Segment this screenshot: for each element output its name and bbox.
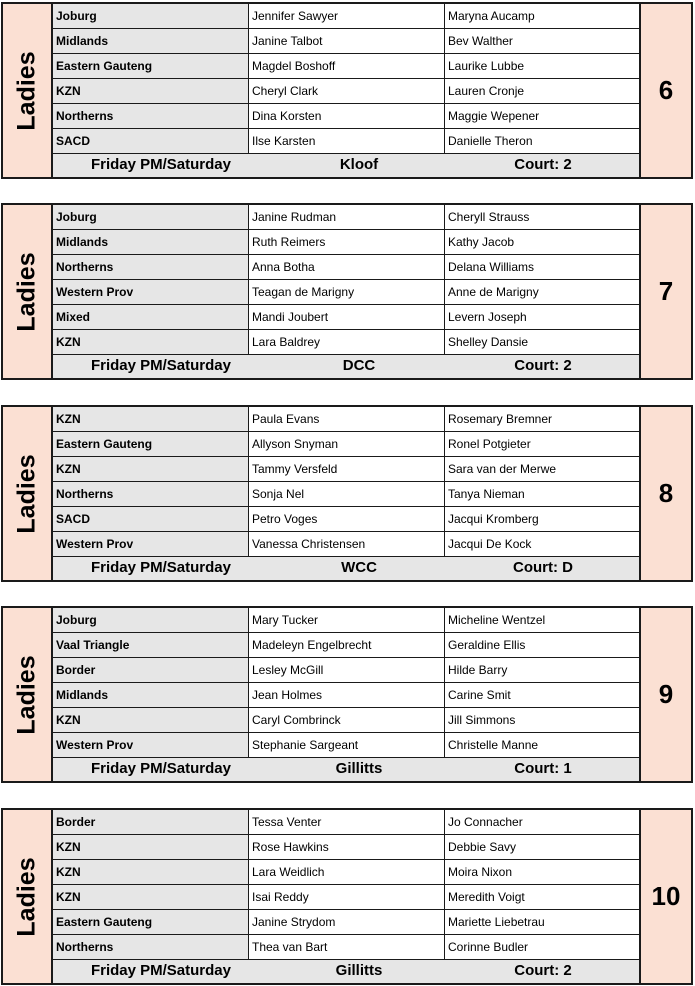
section-footer [53, 960, 641, 983]
venue-label: WCC [341, 559, 377, 576]
side-label-text: Ladies [12, 654, 41, 735]
player-one-cell: Sonja Nel [249, 482, 445, 506]
court-label: Court: 2 [514, 357, 572, 374]
section-side-label [3, 407, 53, 580]
player-one-cell: Dina Korsten [249, 104, 445, 128]
table-row [53, 457, 641, 482]
section-footer [53, 355, 641, 378]
province-cell: Eastern Gauteng [53, 910, 249, 934]
section-number: 10 [639, 810, 691, 983]
province-cell: KZN [53, 79, 249, 103]
province-cell: Western Prov [53, 280, 249, 304]
section-number: 7 [639, 205, 691, 378]
venue-label: Gillitts [335, 962, 383, 979]
section-footer [53, 557, 641, 580]
province-cell: KZN [53, 708, 249, 732]
province-cell: Midlands [53, 683, 249, 707]
player-one-cell: Thea van Bart [249, 935, 445, 959]
court-label: Court: 2 [514, 962, 572, 979]
player-two-cell: Moira Nixon [448, 865, 513, 879]
time-label: Friday PM/Saturday [90, 357, 231, 374]
section-table [53, 407, 641, 580]
section-table [53, 4, 641, 177]
table-row [53, 4, 641, 29]
province-cell: KZN [53, 457, 249, 481]
player-one-cell: Lara Weidlich [249, 860, 445, 884]
player-one-cell: Caryl Combrinck [249, 708, 445, 732]
player-two-cell: Maryna Aucamp [448, 9, 535, 23]
province-cell: Western Prov [53, 733, 249, 757]
section-side-label [3, 608, 53, 781]
player-two-cell: Maggie Wepener [448, 109, 540, 123]
province-cell: Eastern Gauteng [53, 54, 249, 78]
player-two-cell: Mariette Liebetrau [448, 915, 545, 929]
table-row [53, 432, 641, 457]
player-one-cell: Teagan de Marigny [249, 280, 445, 304]
venue-label: Kloof [339, 156, 379, 173]
province-cell: Vaal Triangle [53, 633, 249, 657]
section-number: 9 [639, 608, 691, 781]
province-cell: KZN [53, 860, 249, 884]
court-label: Court: 1 [514, 760, 572, 777]
player-two-cell: Lauren Cronje [448, 84, 525, 98]
table-row [53, 104, 641, 129]
section-block [1, 808, 693, 985]
court-label: Court: D [513, 559, 573, 576]
player-one-cell: Janine Rudman [249, 205, 445, 229]
player-two-cell: Sara van der Merwe [448, 462, 557, 476]
player-two-cell: Ronel Potgieter [448, 437, 531, 451]
table-row [53, 255, 641, 280]
player-two-cell: Cheryll Strauss [448, 210, 530, 224]
player-one-cell: Vanessa Christensen [249, 532, 445, 556]
player-two-cell: Jo Connacher [448, 815, 523, 829]
section-block [1, 606, 693, 783]
section-side-label [3, 205, 53, 378]
table-row [53, 54, 641, 79]
player-one-cell: Ruth Reimers [249, 230, 445, 254]
province-cell: SACD [53, 129, 249, 153]
province-cell: Northerns [53, 255, 249, 279]
player-one-cell: Stephanie Sargeant [249, 733, 445, 757]
player-two-cell: Tanya Nieman [448, 487, 525, 501]
player-one-cell: Isai Reddy [249, 885, 445, 909]
section-number: 8 [639, 407, 691, 580]
player-one-cell: Jennifer Sawyer [249, 4, 445, 28]
player-one-cell: Mandi Joubert [249, 305, 445, 329]
table-row [53, 683, 641, 708]
player-two-cell: Shelley Dansie [448, 335, 529, 349]
player-two-cell: Danielle Theron [448, 134, 533, 148]
province-cell: Northerns [53, 935, 249, 959]
section-table [53, 810, 641, 983]
table-row [53, 330, 641, 355]
player-two-cell: Laurike Lubbe [448, 59, 525, 73]
section-footer [53, 154, 641, 177]
player-two-cell: Carine Smit [448, 688, 511, 702]
table-row [53, 835, 641, 860]
table-row [53, 633, 641, 658]
table-row [53, 532, 641, 557]
venue-label: DCC [342, 357, 376, 374]
player-two-cell: Micheline Wentzel [448, 613, 546, 627]
province-cell: Joburg [53, 205, 249, 229]
province-cell: KZN [53, 835, 249, 859]
section-number: 6 [639, 4, 691, 177]
player-two-cell: Jacqui Kromberg [448, 512, 539, 526]
table-row [53, 482, 641, 507]
table-row [53, 910, 641, 935]
player-two-cell: Levern Joseph [448, 310, 527, 324]
province-cell: Midlands [53, 230, 249, 254]
player-one-cell: Tammy Versfeld [249, 457, 445, 481]
player-one-cell: Jean Holmes [249, 683, 445, 707]
table-row [53, 658, 641, 683]
player-one-cell: Paula Evans [249, 407, 445, 431]
province-cell: KZN [53, 885, 249, 909]
player-one-cell: Anna Botha [249, 255, 445, 279]
table-row [53, 733, 641, 758]
table-row [53, 507, 641, 532]
table-row [53, 708, 641, 733]
table-row [53, 305, 641, 330]
province-cell: Eastern Gauteng [53, 432, 249, 456]
side-label-text: Ladies [12, 50, 41, 131]
player-one-cell: Mary Tucker [249, 608, 445, 632]
province-cell: Midlands [53, 29, 249, 53]
player-two-cell: Geraldine Ellis [448, 638, 526, 652]
player-two-cell: Hilde Barry [448, 663, 508, 677]
section-table [53, 608, 641, 781]
table-row [53, 129, 641, 154]
province-cell: Joburg [53, 608, 249, 632]
table-row [53, 407, 641, 432]
province-cell: Mixed [53, 305, 249, 329]
player-one-cell: Janine Talbot [249, 29, 445, 53]
player-two-cell: Kathy Jacob [448, 235, 515, 249]
player-one-cell: Cheryl Clark [249, 79, 445, 103]
player-two-cell: Anne de Marigny [448, 285, 539, 299]
player-one-cell: Lesley McGill [249, 658, 445, 682]
table-row [53, 79, 641, 104]
province-cell: KZN [53, 330, 249, 354]
court-label: Court: 2 [514, 156, 572, 173]
table-row [53, 230, 641, 255]
player-one-cell: Petro Voges [249, 507, 445, 531]
player-two-cell: Jill Simmons [448, 713, 516, 727]
table-row [53, 810, 641, 835]
player-two-cell: Meredith Voigt [448, 890, 525, 904]
player-one-cell: Allyson Snyman [249, 432, 445, 456]
player-one-cell: Magdel Boshoff [249, 54, 445, 78]
player-two-cell: Rosemary Bremner [448, 412, 553, 426]
province-cell: SACD [53, 507, 249, 531]
time-label: Friday PM/Saturday [90, 559, 231, 576]
side-label-text: Ladies [12, 856, 41, 937]
section-block [1, 405, 693, 582]
province-cell: Border [53, 810, 249, 834]
section-table [53, 205, 641, 378]
venue-label: Gillitts [335, 760, 383, 777]
player-one-cell: Ilse Karsten [249, 129, 445, 153]
table-row [53, 885, 641, 910]
table-row [53, 935, 641, 960]
section-block [1, 2, 693, 179]
player-one-cell: Rose Hawkins [249, 835, 445, 859]
player-one-cell: Janine Strydom [249, 910, 445, 934]
table-row [53, 860, 641, 885]
time-label: Friday PM/Saturday [90, 962, 231, 979]
player-two-cell: Debbie Savy [448, 840, 517, 854]
section-block [1, 203, 693, 380]
province-cell: Northerns [53, 482, 249, 506]
player-one-cell: Madeleyn Engelbrecht [249, 633, 445, 657]
player-two-cell: Christelle Manne [448, 738, 539, 752]
time-label: Friday PM/Saturday [90, 760, 231, 777]
table-row [53, 205, 641, 230]
table-row [53, 280, 641, 305]
province-cell: Western Prov [53, 532, 249, 556]
table-row [53, 608, 641, 633]
side-label-text: Ladies [12, 453, 41, 534]
player-one-cell: Tessa Venter [249, 810, 445, 834]
table-row [53, 29, 641, 54]
section-footer [53, 758, 641, 781]
province-cell: Joburg [53, 4, 249, 28]
player-two-cell: Bev Walther [448, 34, 513, 48]
section-side-label [3, 4, 53, 177]
time-label: Friday PM/Saturday [90, 156, 231, 173]
player-two-cell: Jacqui De Kock [448, 537, 532, 551]
player-two-cell: Corinne Budler [448, 940, 529, 954]
province-cell: Border [53, 658, 249, 682]
province-cell: KZN [53, 407, 249, 431]
side-label-text: Ladies [12, 251, 41, 332]
province-cell: Northerns [53, 104, 249, 128]
player-one-cell: Lara Baldrey [249, 330, 445, 354]
section-side-label [3, 810, 53, 983]
player-two-cell: Delana Williams [448, 260, 535, 274]
